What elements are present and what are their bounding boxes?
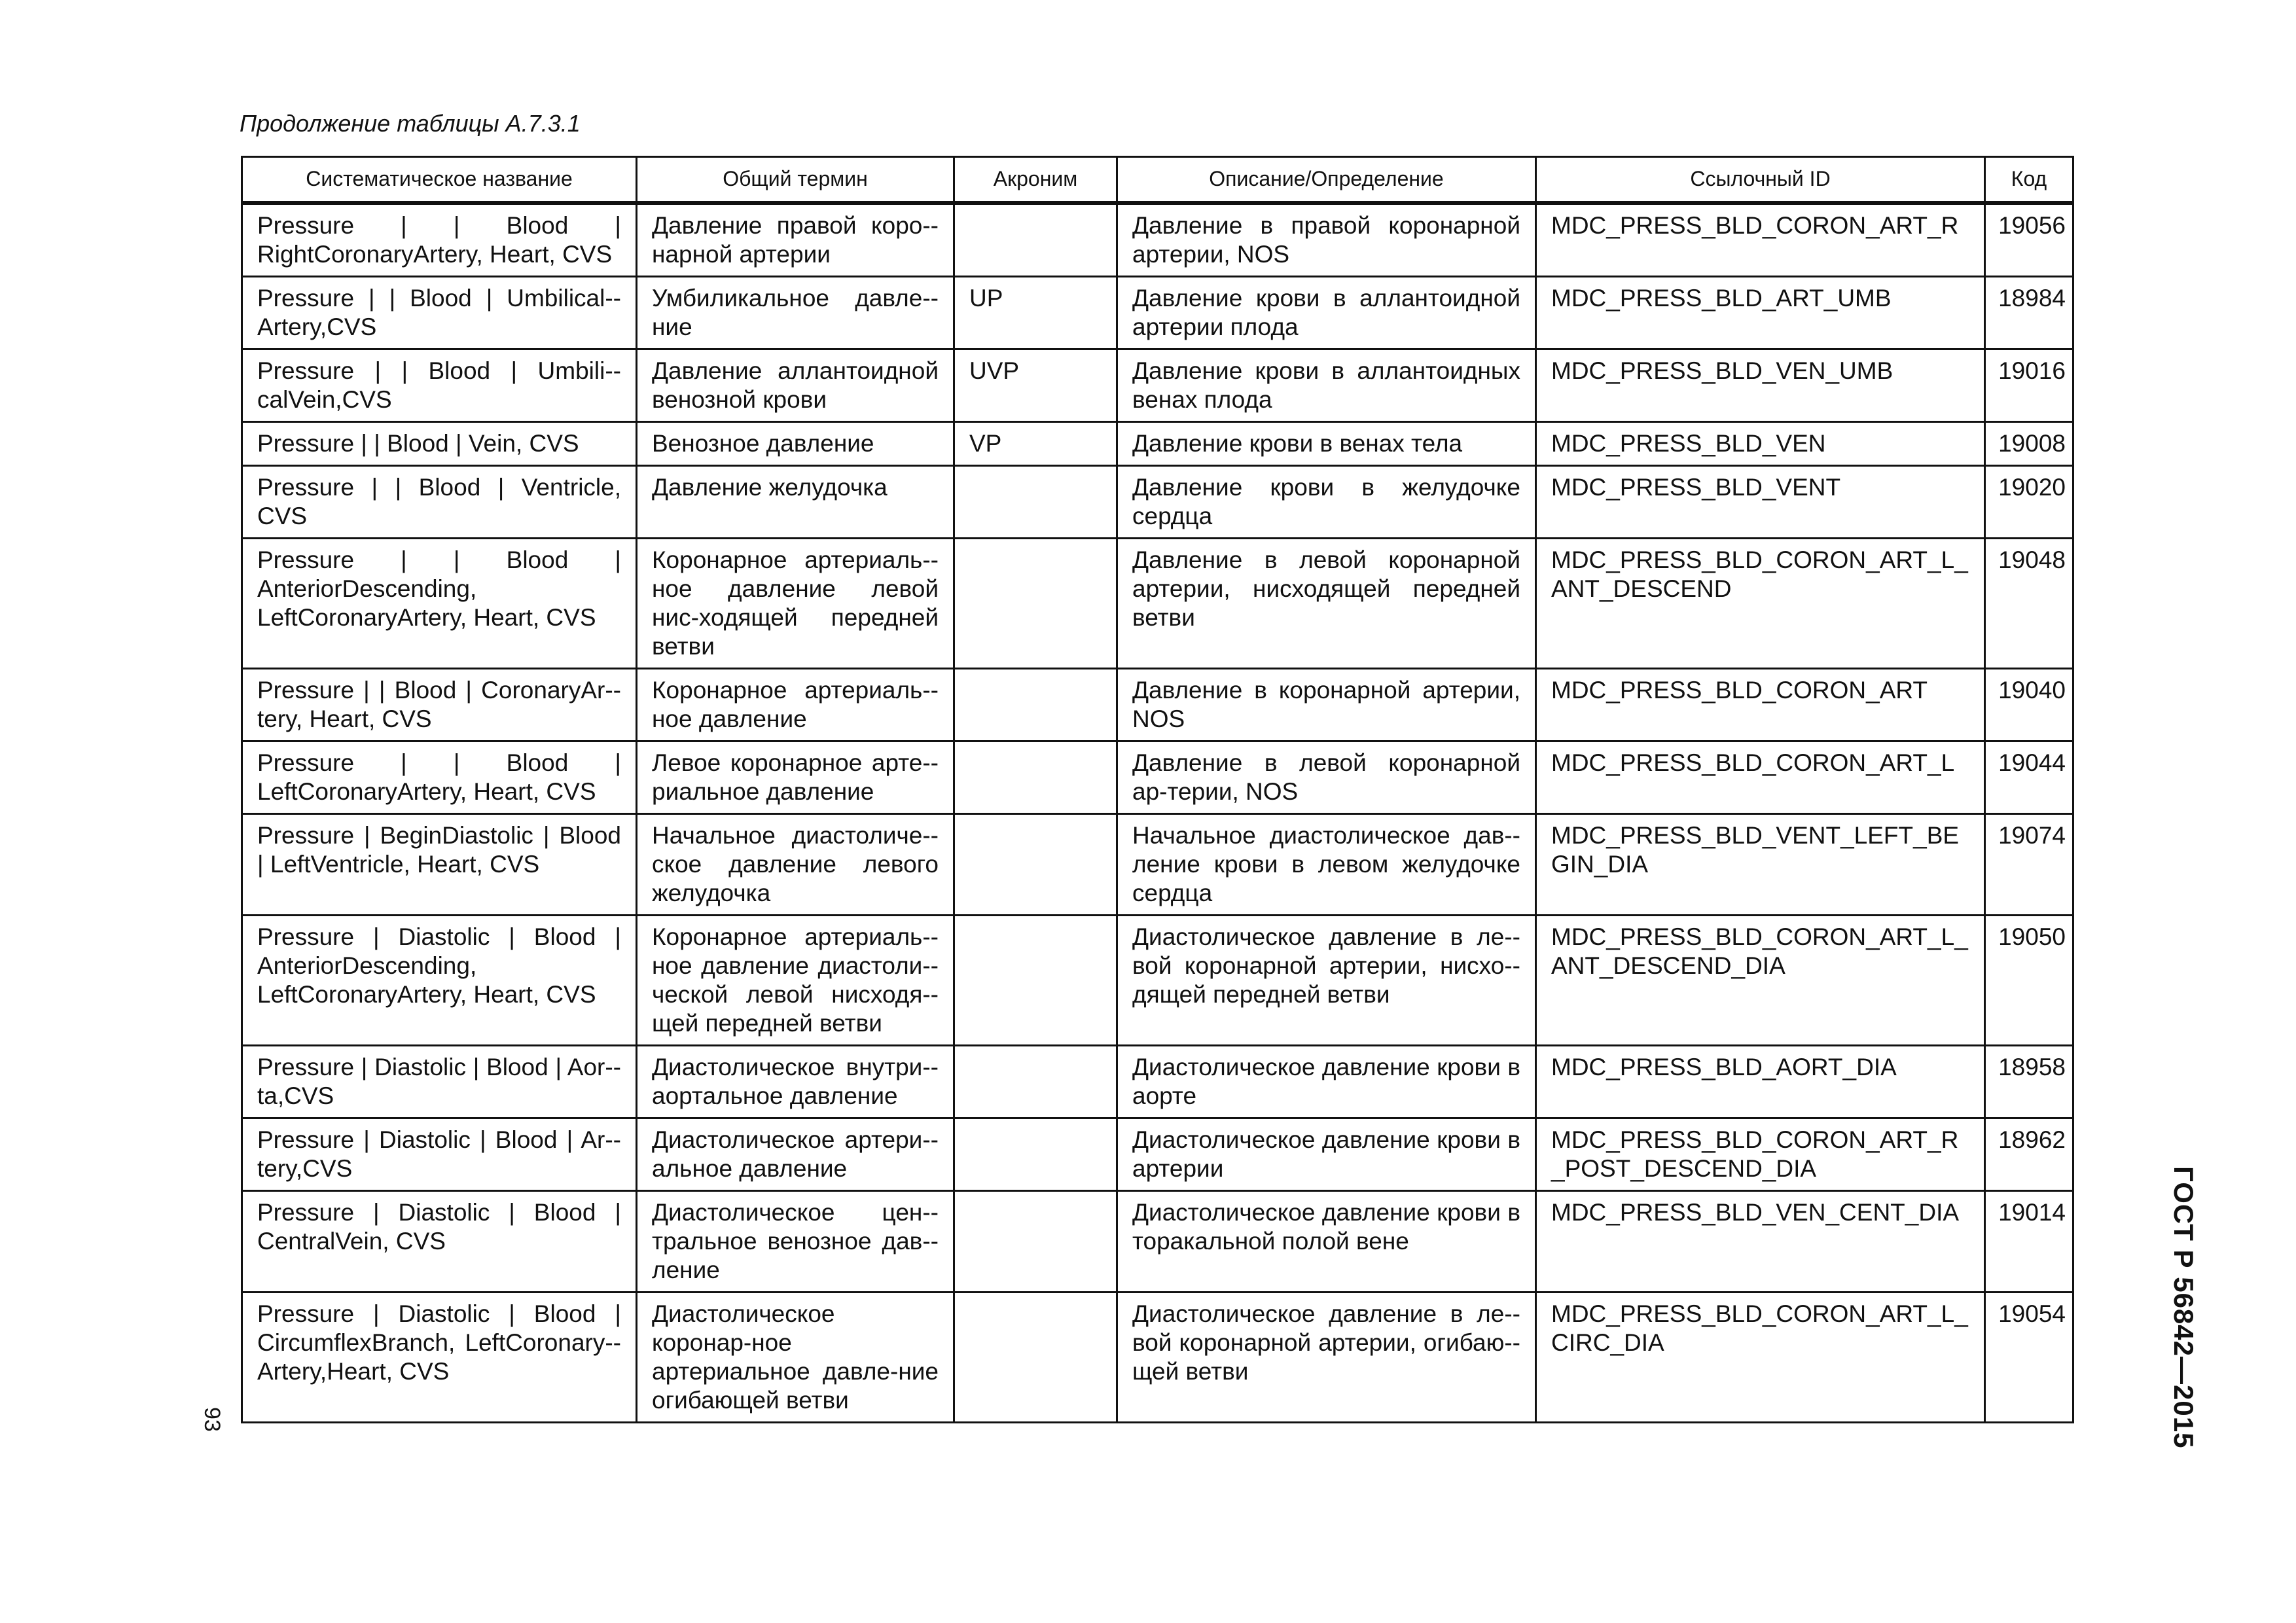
cell-systematic-name: Pressure | | Blood | Ventricle, CVS (242, 465, 637, 538)
cell-code: 18958 (1985, 1045, 2073, 1118)
cell-acronym (954, 741, 1117, 813)
table-row (242, 1045, 2073, 1118)
cell-systematic-name: Pressure | | Blood | CoronaryAr-tery, Heart, CVS (242, 668, 637, 741)
header-description: Описание/Определение (1117, 157, 1536, 203)
header-code: Код (1985, 157, 2073, 203)
table-caption: Продолжение таблицы А.7.3.1 (240, 110, 581, 137)
cell-code: 19040 (1985, 668, 2073, 741)
cell-code: 19008 (1985, 421, 2073, 465)
cell-reference-id: MDC_PRESS_BLD_CORON_​ART_L_CIRC_DIA (1536, 1292, 1985, 1422)
cell-common-term: Коронарное артериаль-ное давление диастоли-ческой левой нисходя-щей передней ветви (637, 915, 954, 1045)
cell-acronym (954, 668, 1117, 741)
cell-systematic-name: Pressure | | Blood | Umbilical-Artery,CVS (242, 276, 637, 349)
page-number: 93 (200, 1407, 224, 1432)
cell-reference-id: MDC_PRESS_BLD_ART_UMB (1536, 276, 1985, 349)
cell-reference-id: MDC_PRESS_BLD_CORON_​ART_R (1536, 203, 1985, 277)
cell-reference-id: MDC_PRESS_BLD_CORON_​ART_L_ANT_DESCEND (1536, 538, 1985, 668)
cell-acronym: UP (954, 276, 1117, 349)
cell-description: Диастолическое давление крови в артерии (1117, 1118, 1536, 1190)
header-reference-id: Ссылочный ID (1536, 157, 1985, 203)
header-row (242, 157, 2073, 203)
cell-acronym (954, 465, 1117, 538)
header-common-term: Общий термин (637, 157, 954, 203)
cell-acronym (954, 203, 1117, 277)
cell-acronym: UVP (954, 349, 1117, 421)
cell-acronym (954, 813, 1117, 915)
table-row (242, 1292, 2073, 1422)
cell-common-term: Коронарное артериаль-ное давление левой нис-ходящей передней ветви (637, 538, 954, 668)
cell-code: 19044 (1985, 741, 2073, 813)
cell-acronym (954, 1045, 1117, 1118)
cell-common-term: Диастолическое коронар-ное артериальное давле-ние огибающей ветви (637, 1292, 954, 1422)
cell-description: Давление в левой коронарной артерии, нисходящей передней ветви (1117, 538, 1536, 668)
cell-acronym (954, 915, 1117, 1045)
cell-systematic-name: Pressure | Diastolic | Blood | Ar-tery,CVS (242, 1118, 637, 1190)
cell-common-term: Коронарное артериаль-ное давление (637, 668, 954, 741)
cell-description: Диастолическое давление в ле-вой коронарной артерии, огибаю-щей ветви (1117, 1292, 1536, 1422)
table-row (242, 538, 2073, 668)
cell-description: Давление в коронарной артерии, NOS (1117, 668, 1536, 741)
cell-systematic-name: Pressure | Diastolic | Blood | CircumflexBranch, LeftCoronary-Artery,Heart, CVS (242, 1292, 637, 1422)
cell-reference-id: MDC_PRESS_BLD_AORT_DIA (1536, 1045, 1985, 1118)
cell-reference-id: MDC_PRESS_BLD_VENT (1536, 465, 1985, 538)
cell-code: 19050 (1985, 915, 2073, 1045)
cell-description: Диастолическое давление крови в аорте (1117, 1045, 1536, 1118)
cell-reference-id: MDC_PRESS_BLD_VEN_CENT_​DIA (1536, 1190, 1985, 1292)
cell-common-term: Диастолическое цен-тральное венозное дав-ление (637, 1190, 954, 1292)
cell-common-term: Диастолическое внутри-аортальное давление (637, 1045, 954, 1118)
cell-systematic-name: Pressure | | Blood | LeftCoronaryArtery, Heart, CVS (242, 741, 637, 813)
table-row (242, 1118, 2073, 1190)
cell-systematic-name: Pressure | | Blood | RightCoronaryArtery, Heart, CVS (242, 203, 637, 277)
cell-systematic-name: Pressure | BeginDiastolic | Blood | LeftVentricle, Heart, CVS (242, 813, 637, 915)
cell-description: Давление крови в аллантоидных венах плода (1117, 349, 1536, 421)
cell-description: Давление в левой коронарной ар-терии, NOS (1117, 741, 1536, 813)
table-row (242, 349, 2073, 421)
cell-systematic-name: Pressure | Diastolic | Blood | AnteriorDescending, LeftCoronaryArtery, Heart, CVS (242, 915, 637, 1045)
cell-reference-id: MDC_PRESS_BLD_CORON_​ART_R_POST_DESCEND_DIA (1536, 1118, 1985, 1190)
cell-code: 19074 (1985, 813, 2073, 915)
cell-description: Давление крови в венах тела (1117, 421, 1536, 465)
cell-common-term: Левое коронарное арте-риальное давление (637, 741, 954, 813)
cell-code: 19020 (1985, 465, 2073, 538)
cell-acronym (954, 1118, 1117, 1190)
cell-systematic-name: Pressure | | Blood | Umbili-calVein,CVS (242, 349, 637, 421)
cell-acronym (954, 538, 1117, 668)
header-acronym: Акроним (954, 157, 1117, 203)
cell-reference-id: MDC_PRESS_BLD_CORON_ART (1536, 668, 1985, 741)
cell-description: Диастолическое давление крови в торакальной полой вене (1117, 1190, 1536, 1292)
cell-reference-id: MDC_PRESS_BLD_VENT_LEFT_​BEGIN_DIA (1536, 813, 1985, 915)
cell-acronym: VP (954, 421, 1117, 465)
standard-designation: ГОСТ Р 56842—2015 (2168, 1166, 2199, 1449)
cell-code: 19056 (1985, 203, 2073, 277)
cell-description: Диастолическое давление в ле-вой коронарной артерии, нисхо-дящей передней ветви (1117, 915, 1536, 1045)
table-row (242, 915, 2073, 1045)
cell-systematic-name: Pressure | | Blood | Vein, CVS (242, 421, 637, 465)
table-header (242, 157, 2073, 203)
table-row (242, 741, 2073, 813)
term-table (241, 156, 2074, 1423)
cell-common-term: Давление правой коро-нарной артерии (637, 203, 954, 277)
cell-reference-id: MDC_PRESS_BLD_VEN (1536, 421, 1985, 465)
cell-description: Давление крови в желудочке сердца (1117, 465, 1536, 538)
cell-code: 18984 (1985, 276, 2073, 349)
table-row (242, 668, 2073, 741)
cell-description: Начальное диастолическое дав-ление крови в левом желудочке сердца (1117, 813, 1536, 915)
cell-code: 19016 (1985, 349, 2073, 421)
cell-code: 18962 (1985, 1118, 2073, 1190)
header-systematic-name: Систематическое название (242, 157, 637, 203)
cell-reference-id: MDC_PRESS_BLD_VEN_UMB (1536, 349, 1985, 421)
cell-common-term: Умбиликальное давле-ние (637, 276, 954, 349)
table-row (242, 1190, 2073, 1292)
cell-common-term: Начальное диастоличе-ское давление левого желудочка (637, 813, 954, 915)
cell-systematic-name: Pressure | Diastolic | Blood | Aor-ta,CVS (242, 1045, 637, 1118)
cell-code: 19048 (1985, 538, 2073, 668)
cell-systematic-name: Pressure | | Blood | AnteriorDescending, LeftCoronaryArtery, Heart, CVS (242, 538, 637, 668)
cell-acronym (954, 1292, 1117, 1422)
cell-reference-id: MDC_PRESS_BLD_CORON_​ART_L (1536, 741, 1985, 813)
cell-systematic-name: Pressure | Diastolic | Blood | CentralVein, CVS (242, 1190, 637, 1292)
cell-common-term: Давление аллантоидной венозной крови (637, 349, 954, 421)
table-row (242, 276, 2073, 349)
table-row (242, 465, 2073, 538)
cell-acronym (954, 1190, 1117, 1292)
table-row (242, 203, 2073, 277)
cell-code: 19014 (1985, 1190, 2073, 1292)
cell-common-term: Диастолическое артери-альное давление (637, 1118, 954, 1190)
cell-reference-id: MDC_PRESS_BLD_CORON_​ART_L_ANT_DESCEND_DIA (1536, 915, 1985, 1045)
table-row (242, 813, 2073, 915)
cell-code: 19054 (1985, 1292, 2073, 1422)
cell-description: Давление в правой коронарной артерии, NOS (1117, 203, 1536, 277)
cell-description: Давление крови в аллантоидной артерии плода (1117, 276, 1536, 349)
table-row (242, 421, 2073, 465)
cell-common-term: Давление желудочка (637, 465, 954, 538)
cell-common-term: Венозное давление (637, 421, 954, 465)
table-body (242, 203, 2073, 1423)
